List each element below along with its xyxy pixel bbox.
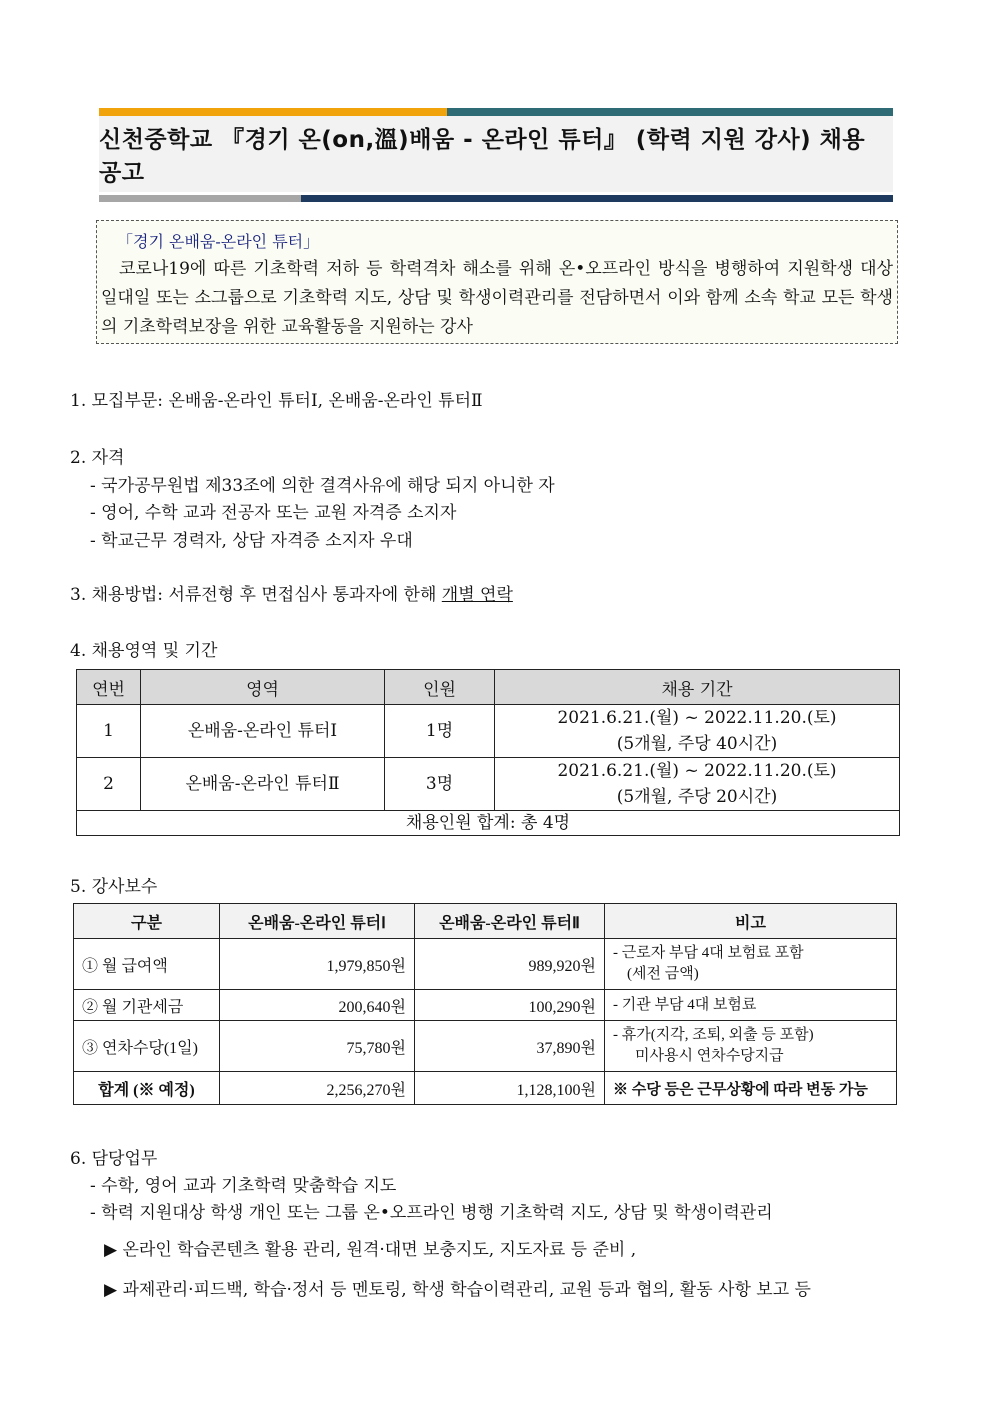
header-cell: 채용 기간	[495, 670, 900, 705]
note-line: - 근로자 부담 4대 보험료 포함	[613, 945, 804, 961]
header-cell: 영역	[141, 670, 385, 705]
row-number: 2	[77, 758, 141, 811]
note-line: (세전 금액)	[627, 966, 699, 982]
tutor1-amount: 75,780원	[220, 1021, 415, 1072]
definition-box	[96, 220, 898, 344]
period-dates: 2021.6.21.(월) ~ 2022.11.20.(토)	[557, 761, 837, 781]
title-top-bar	[99, 108, 893, 116]
qualification-item: - 영어, 수학 교과 전공자 또는 교원 자격증 소지자	[90, 503, 457, 523]
row-count: 1명	[385, 705, 495, 758]
row-area: 온배움-온라인 튜터Ⅰ	[141, 705, 385, 758]
header-cell: 온배움-온라인 튜터Ⅱ	[415, 904, 605, 939]
total-note: ※ 수당 등은 근무상황에 따라 변동 가능	[605, 1072, 897, 1105]
tutor2-amount: 37,890원	[415, 1021, 605, 1072]
row-number: 1	[77, 705, 141, 758]
duty-bullet: ▶ 과제관리·피드백, 학습·정서 등 멘토링, 학생 학습이력관리, 교원 등과 협의, 활동 사항 보고 등	[104, 1280, 811, 1300]
section-4-heading: 4. 채용영역 및 기간	[70, 641, 218, 661]
table-total-row	[77, 811, 900, 836]
period-dates: 2021.6.21.(월) ~ 2022.11.20.(토)	[557, 708, 837, 728]
title-bottom-bar	[99, 195, 893, 202]
duty-item: - 학력 지원대상 학생 개인 또는 그룹 온•오프라인 병행 기초학력 지도, 상담 및 학생이력관리	[90, 1203, 773, 1223]
section-6-heading: 6. 담당업무	[70, 1149, 158, 1169]
tutor2-amount: 100,290원	[415, 990, 605, 1021]
section-5-heading: 5. 강사보수	[70, 877, 158, 897]
row-note	[605, 1021, 897, 1072]
table-row	[74, 990, 897, 1021]
table-row	[74, 939, 897, 990]
duty-item: - 수학, 영어 교과 기초학력 맞춤학습 지도	[90, 1176, 397, 1196]
tutor2-amount: 989,920원	[415, 939, 605, 990]
section-3-underlined: 개별 연락	[441, 585, 513, 605]
table-total-row	[74, 1072, 897, 1105]
table-row	[74, 1021, 897, 1072]
row-count: 3명	[385, 758, 495, 811]
row-area: 온배움-온라인 튜터Ⅱ	[141, 758, 385, 811]
table-header-row	[74, 904, 897, 939]
table-row	[77, 705, 900, 758]
section-3	[70, 580, 513, 605]
recruitment-table	[76, 669, 900, 836]
salary-table	[73, 903, 897, 1105]
header-cell: 인원	[385, 670, 495, 705]
duty-bullet: ▶ 온라인 학습콘텐츠 활용 관리, 원격·대면 보충지도, 지도자료 등 준비 ,	[104, 1240, 637, 1260]
definition-body	[101, 255, 893, 342]
table-header-row	[77, 670, 900, 705]
header-cell: 비고	[605, 904, 897, 939]
section-3-text: 3. 채용방법: 서류전형 후 면접심사 통과자에 한해	[70, 585, 442, 605]
tutor1-amount: 200,640원	[220, 990, 415, 1021]
section-1: 1. 모집부문: 온배움-온라인 튜터Ⅰ, 온배움-온라인 튜터Ⅱ	[70, 391, 483, 411]
row-note	[605, 939, 897, 990]
page-title: 신천중학교 『경기 온(on,溫)배움 - 온라인 튜터』 (학력 지원 강사) 채용 공고	[99, 127, 866, 186]
row-label: ① 월 급여액	[74, 939, 220, 990]
table-row	[77, 758, 900, 811]
note-line: - 기관 부담 4대 보험료	[613, 996, 757, 1013]
row-label: ③ 연차수당(1일)	[74, 1021, 220, 1072]
tutor1-amount: 1,979,850원	[220, 939, 415, 990]
note-line: 미사용시 연차수당지급	[635, 1048, 784, 1064]
header-cell: 온배움-온라인 튜터Ⅰ	[220, 904, 415, 939]
total-cell: 채용인원 합계: 총 4명	[77, 811, 900, 836]
definition-text: 코로나19에 따른 기초학력 저하 등 학력격차 해소를 위해 온•오프라인 방식을 병행하여 지원학생 대상 일대일 또는 소그룹으로 기초학력 지도, 상담 및 학생이력관리를 전담하면서 이와 함께 소속 학교 모든 학생의 기초학력보장을 위한 교육활동을 지원하는 강사	[101, 259, 893, 337]
header-cell: 구분	[74, 904, 220, 939]
qualification-item: - 국가공무원법 제33조에 의한 결격사유에 해당 되지 아니한 자	[90, 476, 555, 496]
tutor2-total: 1,128,100원	[415, 1072, 605, 1105]
total-label: 합계 (※ 예정)	[74, 1072, 220, 1105]
row-period	[495, 705, 900, 758]
title-box	[99, 116, 893, 192]
row-period	[495, 758, 900, 811]
definition-heading: 「경기 온배움-온라인 튜터」	[117, 232, 320, 251]
row-note	[605, 990, 897, 1021]
tutor1-total: 2,256,270원	[220, 1072, 415, 1105]
header-cell: 연번	[77, 670, 141, 705]
note-line: - 휴가(지각, 조퇴, 외출 등 포함)	[613, 1027, 814, 1043]
row-label: ② 월 기관세금	[74, 990, 220, 1021]
period-detail: (5개월, 주당 20시간)	[616, 787, 778, 807]
period-detail: (5개월, 주당 40시간)	[616, 734, 778, 754]
section-2-heading: 2. 자격	[70, 448, 125, 468]
qualification-item: - 학교근무 경력자, 상담 자격증 소지자 우대	[90, 531, 413, 551]
